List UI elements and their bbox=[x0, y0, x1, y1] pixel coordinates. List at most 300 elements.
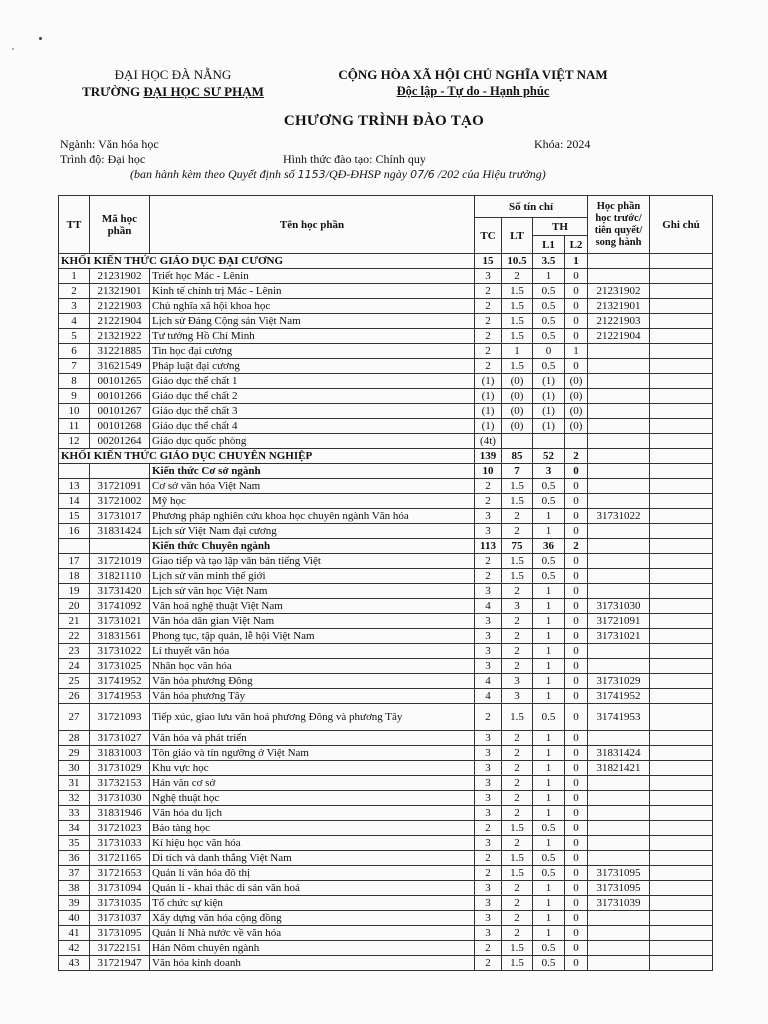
course-index: 9 bbox=[59, 389, 90, 404]
course-note bbox=[650, 659, 713, 674]
course-note bbox=[650, 284, 713, 299]
course-code: 31721653 bbox=[90, 866, 150, 881]
course-index: 34 bbox=[59, 821, 90, 836]
course-l2: 0 bbox=[565, 776, 588, 791]
course-note bbox=[650, 761, 713, 776]
handwritten-decree-date: 07/6 bbox=[410, 168, 435, 181]
course-l1: 0.5 bbox=[533, 554, 565, 569]
scan-speck bbox=[39, 37, 42, 40]
subsection-tc: 10 bbox=[475, 464, 502, 479]
course-code: 31831424 bbox=[90, 524, 150, 539]
course-name: Lí thuyết văn hóa bbox=[150, 644, 475, 659]
course-l1: 1 bbox=[533, 776, 565, 791]
course-index: 40 bbox=[59, 911, 90, 926]
course-row bbox=[59, 689, 713, 704]
course-l1: 0.5 bbox=[533, 359, 565, 374]
course-tc: 2 bbox=[475, 299, 502, 314]
course-note bbox=[650, 569, 713, 584]
course-note bbox=[650, 821, 713, 836]
course-l2: 0 bbox=[565, 314, 588, 329]
course-tc: 2 bbox=[475, 569, 502, 584]
course-note bbox=[650, 911, 713, 926]
course-prereq bbox=[588, 269, 650, 284]
course-row bbox=[59, 554, 713, 569]
course-l2: 0 bbox=[565, 911, 588, 926]
course-row bbox=[59, 509, 713, 524]
course-code: 31721947 bbox=[90, 956, 150, 971]
course-tc: 2 bbox=[475, 344, 502, 359]
course-code: 21321922 bbox=[90, 329, 150, 344]
subsection-l2: 0 bbox=[565, 464, 588, 479]
course-index: 16 bbox=[59, 524, 90, 539]
subsection-l1: 36 bbox=[533, 539, 565, 554]
course-tc: 3 bbox=[475, 269, 502, 284]
course-l2: 0 bbox=[565, 599, 588, 614]
course-note bbox=[650, 359, 713, 374]
course-tc: 2 bbox=[475, 314, 502, 329]
course-name: Pháp luật đại cương bbox=[150, 359, 475, 374]
course-tc: 4 bbox=[475, 689, 502, 704]
course-name: Văn hóa phương Đông bbox=[150, 674, 475, 689]
course-index: 23 bbox=[59, 644, 90, 659]
course-note bbox=[650, 329, 713, 344]
course-lt: 1.5 bbox=[502, 554, 533, 569]
national-motto: Độc lập - Tự do - Hạnh phúc bbox=[396, 84, 550, 98]
course-lt: 2 bbox=[502, 746, 533, 761]
course-prereq bbox=[588, 851, 650, 866]
course-l1: 1 bbox=[533, 746, 565, 761]
course-note bbox=[650, 494, 713, 509]
course-row bbox=[59, 956, 713, 971]
course-tc: 3 bbox=[475, 926, 502, 941]
course-name: Lịch sử văn minh thế giới bbox=[150, 569, 475, 584]
course-code: 31731030 bbox=[90, 791, 150, 806]
course-prereq bbox=[588, 911, 650, 926]
course-row bbox=[59, 911, 713, 926]
course-note bbox=[650, 926, 713, 941]
course-l2: 0 bbox=[565, 806, 588, 821]
course-index: 42 bbox=[59, 941, 90, 956]
section-l1: 52 bbox=[533, 449, 565, 464]
course-row bbox=[59, 434, 713, 449]
course-code: 31731095 bbox=[90, 926, 150, 941]
course-index: 21 bbox=[59, 614, 90, 629]
course-lt: 1.5 bbox=[502, 851, 533, 866]
course-tc: 3 bbox=[475, 644, 502, 659]
course-lt: 2 bbox=[502, 911, 533, 926]
course-lt: 2 bbox=[502, 644, 533, 659]
subsection-row bbox=[59, 464, 713, 479]
course-tc: (4t) bbox=[475, 434, 502, 449]
course-code: 31831946 bbox=[90, 806, 150, 821]
course-row bbox=[59, 866, 713, 881]
course-name: Nhân học văn hóa bbox=[150, 659, 475, 674]
section-note bbox=[650, 254, 713, 269]
course-tc: 2 bbox=[475, 851, 502, 866]
course-lt: 2 bbox=[502, 269, 533, 284]
course-prereq: 31731029 bbox=[588, 674, 650, 689]
course-l2: 0 bbox=[565, 689, 588, 704]
course-lt: 1.5 bbox=[502, 329, 533, 344]
course-l2: 0 bbox=[565, 329, 588, 344]
course-l1: 1 bbox=[533, 689, 565, 704]
course-l2: 0 bbox=[565, 479, 588, 494]
course-lt bbox=[502, 434, 533, 449]
course-code: 31721002 bbox=[90, 494, 150, 509]
course-code: 31732153 bbox=[90, 776, 150, 791]
course-lt: 2 bbox=[502, 524, 533, 539]
course-index: 18 bbox=[59, 569, 90, 584]
course-index: 11 bbox=[59, 419, 90, 434]
subsection-l2: 2 bbox=[565, 539, 588, 554]
course-prereq bbox=[588, 494, 650, 509]
course-l2: 0 bbox=[565, 569, 588, 584]
course-row bbox=[59, 704, 713, 731]
course-l2: 0 bbox=[565, 731, 588, 746]
course-name: Mỹ học bbox=[150, 494, 475, 509]
course-note bbox=[650, 344, 713, 359]
course-note bbox=[650, 614, 713, 629]
section-l2: 1 bbox=[565, 254, 588, 269]
subsection-tt bbox=[59, 539, 90, 554]
subsection-title: Kiến thức Chuyên ngành bbox=[150, 539, 475, 554]
course-index: 37 bbox=[59, 866, 90, 881]
course-prereq: 31731021 bbox=[588, 629, 650, 644]
section-row bbox=[59, 254, 713, 269]
course-lt: 2 bbox=[502, 614, 533, 629]
course-lt: 3 bbox=[502, 689, 533, 704]
course-l1: (1) bbox=[533, 389, 565, 404]
course-code: 00201264 bbox=[90, 434, 150, 449]
course-l2: 1 bbox=[565, 344, 588, 359]
course-note bbox=[650, 314, 713, 329]
course-lt: 2 bbox=[502, 629, 533, 644]
course-name: Giao tiếp và tạo lập văn bản tiếng Việt bbox=[150, 554, 475, 569]
course-name: Cơ sở văn hóa Việt Nam bbox=[150, 479, 475, 494]
course-l1: 1 bbox=[533, 509, 565, 524]
course-row bbox=[59, 284, 713, 299]
course-l2: 0 bbox=[565, 299, 588, 314]
course-prereq: 21231902 bbox=[588, 284, 650, 299]
course-index: 38 bbox=[59, 881, 90, 896]
course-tc: 3 bbox=[475, 806, 502, 821]
course-prereq bbox=[588, 791, 650, 806]
course-tc: 3 bbox=[475, 761, 502, 776]
course-index: 30 bbox=[59, 761, 90, 776]
course-index: 2 bbox=[59, 284, 90, 299]
course-row bbox=[59, 404, 713, 419]
course-row bbox=[59, 791, 713, 806]
course-row bbox=[59, 851, 713, 866]
course-lt: 1.5 bbox=[502, 704, 533, 731]
course-name: Giáo dục thể chất 1 bbox=[150, 374, 475, 389]
course-index: 15 bbox=[59, 509, 90, 524]
course-index: 41 bbox=[59, 926, 90, 941]
scan-speck bbox=[12, 48, 14, 50]
course-l1: 0.5 bbox=[533, 314, 565, 329]
course-row bbox=[59, 584, 713, 599]
course-lt: 2 bbox=[502, 509, 533, 524]
course-l2: 0 bbox=[565, 509, 588, 524]
course-l1: 0.5 bbox=[533, 284, 565, 299]
course-prereq bbox=[588, 941, 650, 956]
course-l2: (0) bbox=[565, 404, 588, 419]
course-note bbox=[650, 629, 713, 644]
course-l2: 0 bbox=[565, 851, 588, 866]
col-header-prereq: Học phần học trước/ tiên quyết/ song hành bbox=[588, 196, 650, 254]
course-note bbox=[650, 584, 713, 599]
course-tc: (1) bbox=[475, 404, 502, 419]
course-tc: 2 bbox=[475, 821, 502, 836]
course-note bbox=[650, 374, 713, 389]
course-code: 31721165 bbox=[90, 851, 150, 866]
course-code: 21221903 bbox=[90, 299, 150, 314]
course-index: 27 bbox=[59, 704, 90, 731]
course-code: 31722151 bbox=[90, 941, 150, 956]
course-prereq: 31721091 bbox=[588, 614, 650, 629]
course-l1: (1) bbox=[533, 419, 565, 434]
course-tc: 2 bbox=[475, 941, 502, 956]
school-name: TRƯỜNG ĐẠI HỌC SƯ PHẠM bbox=[82, 84, 264, 99]
course-prereq bbox=[588, 419, 650, 434]
course-index: 32 bbox=[59, 791, 90, 806]
course-l2 bbox=[565, 434, 588, 449]
course-code: 21221904 bbox=[90, 314, 150, 329]
course-index: 6 bbox=[59, 344, 90, 359]
course-name: Nghệ thuật học bbox=[150, 791, 475, 806]
subsection-note bbox=[650, 464, 713, 479]
course-note bbox=[650, 509, 713, 524]
course-tc: 3 bbox=[475, 896, 502, 911]
subsection-row bbox=[59, 539, 713, 554]
course-prereq: 21221903 bbox=[588, 314, 650, 329]
course-index: 8 bbox=[59, 374, 90, 389]
course-name: Văn hóa kinh doanh bbox=[150, 956, 475, 971]
course-lt: 1.5 bbox=[502, 359, 533, 374]
course-tc: 3 bbox=[475, 836, 502, 851]
course-lt: 2 bbox=[502, 776, 533, 791]
course-row bbox=[59, 806, 713, 821]
course-name: Kí hiệu học văn hóa bbox=[150, 836, 475, 851]
course-l1: 1 bbox=[533, 584, 565, 599]
course-tc: 2 bbox=[475, 329, 502, 344]
course-index: 3 bbox=[59, 299, 90, 314]
course-l1: 1 bbox=[533, 806, 565, 821]
course-prereq: 21221904 bbox=[588, 329, 650, 344]
course-prereq bbox=[588, 404, 650, 419]
course-note bbox=[650, 776, 713, 791]
course-code: 31821110 bbox=[90, 569, 150, 584]
course-lt: 2 bbox=[502, 806, 533, 821]
course-index: 1 bbox=[59, 269, 90, 284]
course-l2: 0 bbox=[565, 956, 588, 971]
course-note bbox=[650, 836, 713, 851]
course-prereq bbox=[588, 821, 650, 836]
course-tc: 2 bbox=[475, 956, 502, 971]
course-prereq bbox=[588, 434, 650, 449]
col-header-note: Ghi chú bbox=[650, 196, 713, 254]
course-tc: 3 bbox=[475, 791, 502, 806]
course-lt: 1.5 bbox=[502, 284, 533, 299]
section-row bbox=[59, 449, 713, 464]
course-row bbox=[59, 614, 713, 629]
course-name: Phương pháp nghiên cứu khoa học chuyên ngành Văn hóa bbox=[150, 509, 475, 524]
subsection-code bbox=[90, 539, 150, 554]
course-tc: 3 bbox=[475, 629, 502, 644]
course-tc: (1) bbox=[475, 419, 502, 434]
course-tc: 3 bbox=[475, 509, 502, 524]
course-name: Tổ chức sự kiện bbox=[150, 896, 475, 911]
level-label: Trình độ: Đại học bbox=[60, 152, 146, 166]
course-index: 29 bbox=[59, 746, 90, 761]
course-l1: 1 bbox=[533, 269, 565, 284]
course-code: 31721023 bbox=[90, 821, 150, 836]
course-name: Di tích và danh thắng Việt Nam bbox=[150, 851, 475, 866]
course-name: Văn hoá nghệ thuật Việt Nam bbox=[150, 599, 475, 614]
course-l2: 0 bbox=[565, 866, 588, 881]
course-l1: 0.5 bbox=[533, 299, 565, 314]
course-lt: 1 bbox=[502, 344, 533, 359]
course-name: Giáo dục quốc phòng bbox=[150, 434, 475, 449]
course-l1: 1 bbox=[533, 896, 565, 911]
course-index: 22 bbox=[59, 629, 90, 644]
course-prereq bbox=[588, 926, 650, 941]
course-note bbox=[650, 644, 713, 659]
course-row bbox=[59, 299, 713, 314]
section-prereq bbox=[588, 254, 650, 269]
course-prereq bbox=[588, 524, 650, 539]
course-prereq bbox=[588, 776, 650, 791]
subsection-lt: 75 bbox=[502, 539, 533, 554]
course-lt: 2 bbox=[502, 791, 533, 806]
course-code: 00101268 bbox=[90, 419, 150, 434]
course-l2: 0 bbox=[565, 554, 588, 569]
course-row bbox=[59, 761, 713, 776]
course-code: 31731025 bbox=[90, 659, 150, 674]
course-l1: 1 bbox=[533, 731, 565, 746]
course-l1: 1 bbox=[533, 926, 565, 941]
course-l1 bbox=[533, 434, 565, 449]
course-note bbox=[650, 806, 713, 821]
course-note bbox=[650, 731, 713, 746]
course-index: 26 bbox=[59, 689, 90, 704]
course-index: 25 bbox=[59, 674, 90, 689]
course-row bbox=[59, 731, 713, 746]
course-name: Lịch sử văn học Việt Nam bbox=[150, 584, 475, 599]
course-l2: 0 bbox=[565, 941, 588, 956]
course-note bbox=[650, 479, 713, 494]
course-index: 31 bbox=[59, 776, 90, 791]
major-label: Ngành: Văn hóa học bbox=[60, 137, 159, 151]
course-prereq bbox=[588, 374, 650, 389]
course-row bbox=[59, 881, 713, 896]
course-prereq: 31831424 bbox=[588, 746, 650, 761]
course-l1: 0 bbox=[533, 344, 565, 359]
course-name: Tôn giáo và tín ngưỡng ở Việt Nam bbox=[150, 746, 475, 761]
course-l1: 1 bbox=[533, 674, 565, 689]
course-index: 7 bbox=[59, 359, 90, 374]
course-name: Văn hóa dân gian Việt Nam bbox=[150, 614, 475, 629]
national-header bbox=[318, 66, 628, 100]
course-code: 31831561 bbox=[90, 629, 150, 644]
course-l2: 0 bbox=[565, 791, 588, 806]
course-name: Lịch sử Việt Nam đại cương bbox=[150, 524, 475, 539]
course-lt: (0) bbox=[502, 404, 533, 419]
course-l1: 1 bbox=[533, 644, 565, 659]
course-name: Khu vực học bbox=[150, 761, 475, 776]
course-l1: 1 bbox=[533, 629, 565, 644]
course-lt: 1.5 bbox=[502, 479, 533, 494]
course-prereq: 31731095 bbox=[588, 881, 650, 896]
course-name: Văn hóa phương Tây bbox=[150, 689, 475, 704]
course-l1: 0.5 bbox=[533, 851, 565, 866]
course-index: 17 bbox=[59, 554, 90, 569]
subsection-prereq bbox=[588, 464, 650, 479]
course-row bbox=[59, 776, 713, 791]
course-code: 31731035 bbox=[90, 896, 150, 911]
course-prereq bbox=[588, 644, 650, 659]
course-lt: 2 bbox=[502, 659, 533, 674]
course-note bbox=[650, 689, 713, 704]
course-row bbox=[59, 494, 713, 509]
course-l1: 0.5 bbox=[533, 329, 565, 344]
course-row bbox=[59, 746, 713, 761]
decree-note: (ban hành kèm theo Quyết định số 1153/QĐ-ĐHSP ngày 07/6 /202 của Hiệu trưởng) bbox=[130, 167, 546, 181]
course-code: 21231902 bbox=[90, 269, 150, 284]
course-l2: 0 bbox=[565, 881, 588, 896]
curriculum-table-body bbox=[59, 254, 713, 971]
course-tc: 3 bbox=[475, 881, 502, 896]
col-header-th: TH bbox=[533, 218, 588, 236]
course-name: Quản lí văn hóa đô thị bbox=[150, 866, 475, 881]
course-l2: 0 bbox=[565, 821, 588, 836]
course-note bbox=[650, 554, 713, 569]
course-note bbox=[650, 299, 713, 314]
course-l1: 1 bbox=[533, 524, 565, 539]
course-l2: 0 bbox=[565, 284, 588, 299]
section-tc: 139 bbox=[475, 449, 502, 464]
cohort-label: Khóa: 2024 bbox=[534, 137, 591, 151]
course-l1: 0.5 bbox=[533, 479, 565, 494]
section-tc: 15 bbox=[475, 254, 502, 269]
course-row bbox=[59, 836, 713, 851]
section-l2: 2 bbox=[565, 449, 588, 464]
course-name: Quản lí Nhà nước về văn hóa bbox=[150, 926, 475, 941]
course-name: Hán văn cơ sở bbox=[150, 776, 475, 791]
course-tc: 3 bbox=[475, 584, 502, 599]
course-name: Văn hóa du lịch bbox=[150, 806, 475, 821]
subsection-lt: 7 bbox=[502, 464, 533, 479]
course-l1: (1) bbox=[533, 374, 565, 389]
course-row bbox=[59, 941, 713, 956]
course-code: 31741952 bbox=[90, 674, 150, 689]
course-lt: 1.5 bbox=[502, 494, 533, 509]
course-index: 14 bbox=[59, 494, 90, 509]
section-note bbox=[650, 449, 713, 464]
course-lt: (0) bbox=[502, 419, 533, 434]
handwritten-decree-number: 1153 bbox=[297, 168, 326, 181]
course-row bbox=[59, 659, 713, 674]
study-form-label: Hình thức đào tạo: Chính quy bbox=[283, 152, 426, 166]
course-tc: 2 bbox=[475, 554, 502, 569]
course-l1: 1 bbox=[533, 659, 565, 674]
course-code: 31831003 bbox=[90, 746, 150, 761]
course-prereq: 31821421 bbox=[588, 761, 650, 776]
course-l2: (0) bbox=[565, 419, 588, 434]
subsection-title: Kiến thức Cơ sở ngành bbox=[150, 464, 475, 479]
course-prereq: 31741953 bbox=[588, 704, 650, 731]
course-tc: 4 bbox=[475, 674, 502, 689]
